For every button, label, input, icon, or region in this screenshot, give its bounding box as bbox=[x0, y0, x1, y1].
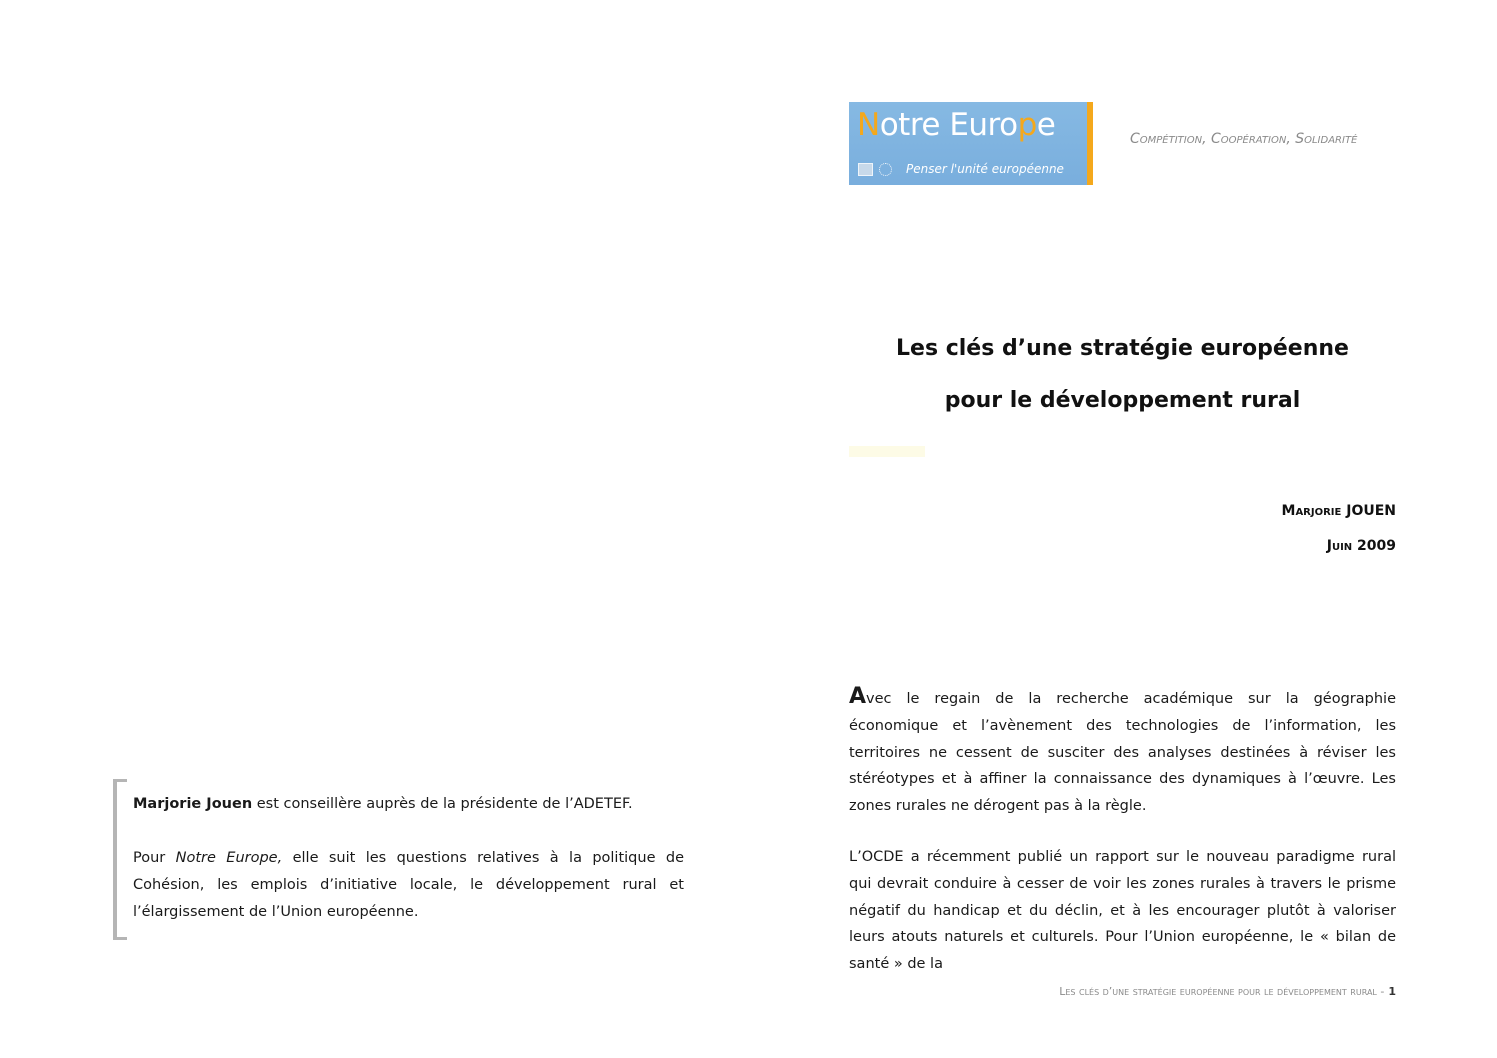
page-number: 1 bbox=[1388, 985, 1396, 998]
decorative-highlight-bar bbox=[849, 446, 925, 457]
notre-europe-logo bbox=[849, 102, 1093, 185]
logo-tagline: Penser l'unité européenne bbox=[906, 162, 1064, 176]
publication-date: Juin 2009 bbox=[1326, 538, 1396, 554]
logo-wordmark bbox=[857, 107, 1056, 143]
bio-paragraph-2 bbox=[133, 845, 684, 926]
footer-running-title: Les clés d’une stratégie européenne pour le développement rural - bbox=[1059, 985, 1385, 998]
bio-line-1-text: est conseillère auprès de la présidente de l’ADETEF. bbox=[252, 796, 633, 812]
logo-letter-p: p bbox=[1017, 107, 1037, 143]
page-footer bbox=[1059, 985, 1396, 998]
logo-letter-e: e bbox=[1036, 107, 1056, 143]
logo-word: otre Euro bbox=[879, 107, 1018, 143]
bio-paragraph-1 bbox=[133, 791, 684, 818]
logo-letter-n: N bbox=[857, 107, 880, 143]
drop-cap: A bbox=[849, 684, 867, 709]
body-paragraph-2: L’OCDE a récemment publié un rapport sur le nouveau paradigme rural qui devrait conduire à cesser de voir les zones rurales à travers le prisme négatif du handicap et du déclin, et à les encourager plutôt à valoriser leurs atouts naturels et culturels. Pour l’Union européenne, le « bilan de santé » de la bbox=[849, 849, 1396, 973]
body-paragraph-1 bbox=[849, 684, 1396, 820]
bio-author-name: Marjorie Jouen bbox=[133, 796, 253, 812]
motto: Compétition, Coopération, Solidarité bbox=[1130, 131, 1358, 147]
bio-p2-text: elle suit les questions relatives à la politique de Cohésion, les emplois d’initiative locale, le développement rural et l’élargissement de l’Union européenne. bbox=[133, 850, 684, 920]
flag-icon bbox=[858, 163, 873, 176]
document-title-line-2: pour le développement rural bbox=[944, 388, 1301, 413]
logo-subline bbox=[858, 162, 1064, 176]
bio-bracket bbox=[113, 779, 127, 940]
bio-p2-start: Pour bbox=[133, 850, 176, 866]
author-name: Marjorie JOUEN bbox=[1281, 503, 1396, 519]
body-paragraph-1-text: vec le regain de la recherche académique sur la géographie économique et l’avènement des technologies de l’information, les territoires ne cessent de susciter des analyses destinées à réviser les stéréotypes et à affiner la connaissance des dynamiques à l’œuvre. Les zones rurales ne dérogent pas à la règle. bbox=[849, 691, 1396, 815]
document-title-line-1: Les clés d’une stratégie européenne bbox=[896, 336, 1349, 361]
eu-stars-icon bbox=[879, 163, 892, 176]
bio-organisation: Notre Europe, bbox=[175, 850, 283, 866]
